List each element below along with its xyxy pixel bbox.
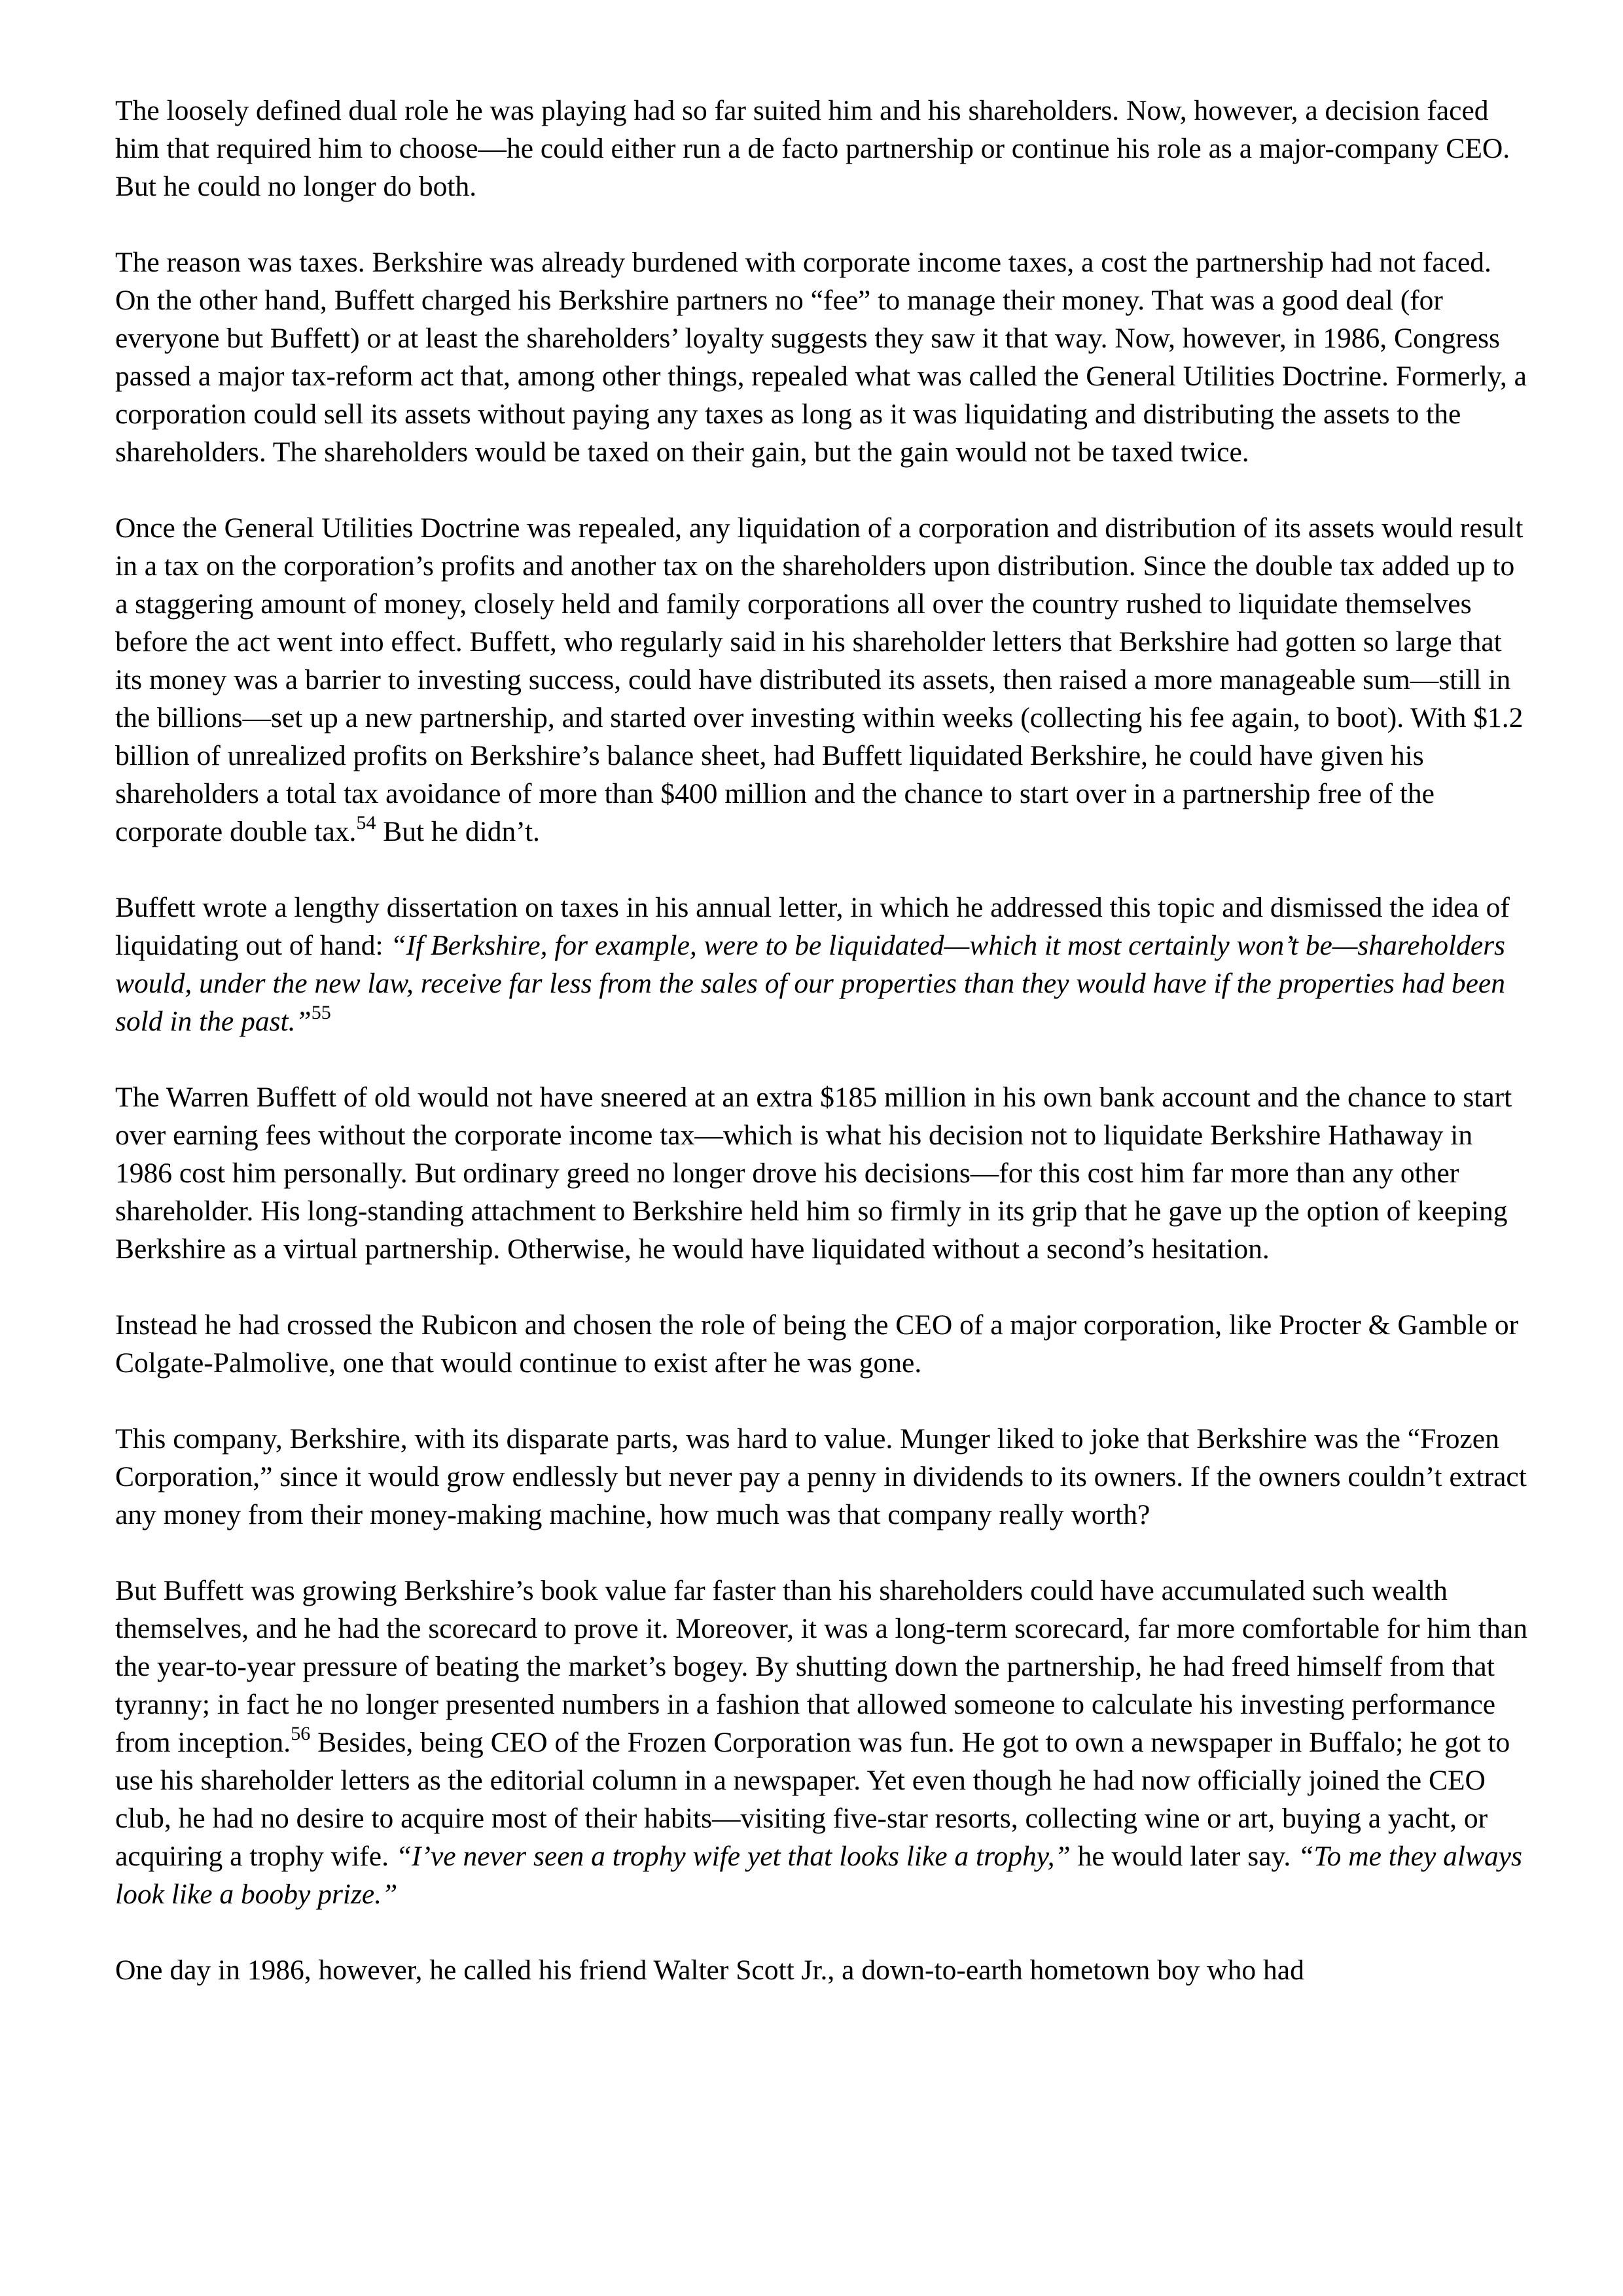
paragraph-frozen-corporation [115,1420,1529,1534]
quotation: “I’ve never seen a trophy wife yet that looks like a trophy,” [395,1841,1071,1872]
paragraph-text: The Warren Buffett of old would not have sneered at an extra $185 million in his own bank account and the chance to start over earning fees without the corporate income tax—which is what his decision not to liquidate Berkshire Hathaway in 1986 cost him personally. But ordinary greed no longer drove his decisions—for this cost him far more than any other shareholder. His long-standing attachment to Berkshire held him so firmly in its grip that he gave up the option of keeping Berkshire as a virtual partnership. Otherwise, he would have liquidated without a second’s hesitation. [115,1082,1512,1265]
paragraph-general-utilities [115,509,1529,851]
quotation: “If Berkshire, for example, were to be liquidated—which it most certainly won’t be—shareholders would, under the new law, receive far less from the sales of our properties than they would have if the properties had been sold in the past.” [115,930,1505,1037]
footnote-ref-54: 54 [356,812,376,834]
paragraph-text: Once the General Utilities Doctrine was repealed, any liquidation of a corporation and distribution of its assets would result in a tax on the corporation’s profits and another tax on the shareholders upon distribution. Since the double tax added up to a staggering amount of money, closely held and family corporations all over the country rushed to liquidate themselves before the act went into effect. Buffett, who regularly said in his shareholder letters that Berkshire had gotten so large that its money was a barrier to investing success, could have distributed its assets, then raised a more manageable sum—still in the billions—set up a new partnership, and started over investing within weeks (collecting his fee again, to boot). With $1.2 billion of unrealized profits on Berkshire’s balance sheet, had Buffett liquidated Berkshire, he could have given his shareholders a total tax avoidance of more than $400 million and the chance to start over in a partnership free of the corporate double tax. [115,512,1524,847]
paragraph-text: This company, Berkshire, with its disparate parts, was hard to value. Munger liked to joke that Berkshire was the “Frozen Corporation,” since it would grow endlessly but never pay a penny in dividends to its owners. If the owners couldn’t extract any money from their money-making machine, how much was that company really worth? [115,1423,1527,1530]
paragraph-rubicon [115,1306,1529,1382]
paragraph-taxes [115,243,1529,471]
footnote-ref-56: 56 [291,1723,311,1744]
footnote-ref-55: 55 [311,1002,331,1023]
paragraph-text: The reason was taxes. Berkshire was already burdened with corporate income taxes, a cost the partnership had not faced. On the other hand, Buffett charged his Berkshire partners no “fee” to manage their money. That was a good deal (for everyone but Buffett) or at least the shareholders’ loyalty suggests they saw it that way. Now, however, in 1986, Congress passed a major tax-reform act that, among other things, repealed what was called the General Utilities Doctrine. Formerly, a corporation could sell its assets without paying any taxes as long as it was liquidating and distributing the assets to the shareholders. The shareholders would be taxed on their gain, but the gain would not be taxed twice. [115,247,1527,468]
paragraph-dual-role [115,92,1529,205]
paragraph-text: But he didn’t. [376,816,540,847]
quotation: “To me they always look like a booby prize.” [115,1841,1522,1910]
paragraph-text: One day in 1986, however, he called his friend Walter Scott Jr., a down-to-earth hometown boy who had [115,1954,1304,1986]
paragraph-text: But Buffett was growing Berkshire’s book value far faster than his shareholders could have accumulated such wealth themselves, and he had the scorecard to prove it. Moreover, it was a long-term scorecard, far more comfortable for him than the year-to-year pressure of beating the market’s bogey. By shutting down the partnership, he had freed himself from that tyranny; in fact he no longer presented numbers in a fashion that allowed someone to calculate his investing performance from inception. [115,1575,1527,1758]
paragraph-text: Instead he had crossed the Rubicon and chosen the role of being the CEO of a major corporation, like Procter & Gamble or Colgate-Palmolive, one that would continue to exist after he was gone. [115,1309,1519,1379]
paragraph-text: The loosely defined dual role he was playing had so far suited him and his shareholders. Now, however, a decision faced him that required him to choose—he could either run a de facto partnership or continue his role as a major-company CEO. But he could no longer do both. [115,95,1510,202]
paragraph-dissertation [115,889,1529,1040]
paragraph-text: Besides, being CEO of the Frozen Corporation was fun. He got to own a newspaper in Buffalo; he got to use his shareholder letters as the editorial column in a newspaper. Yet even though he had now officially joined the CEO club, he had no desire to acquire most of their habits—visiting five-star resorts, collecting wine or art, buying a yacht, or acquiring a trophy wife. [115,1727,1510,1872]
document-page [115,92,1529,1989]
paragraph-warren-of-old [115,1078,1529,1268]
paragraph-text: Buffett wrote a lengthy dissertation on taxes in his annual letter, in which he addressed this topic and dismissed the idea of liquidating out of hand: [115,892,1510,961]
paragraph-walter-scott [115,1951,1529,1989]
paragraph-book-value [115,1572,1529,1913]
paragraph-text: he would later say. [1070,1841,1298,1872]
